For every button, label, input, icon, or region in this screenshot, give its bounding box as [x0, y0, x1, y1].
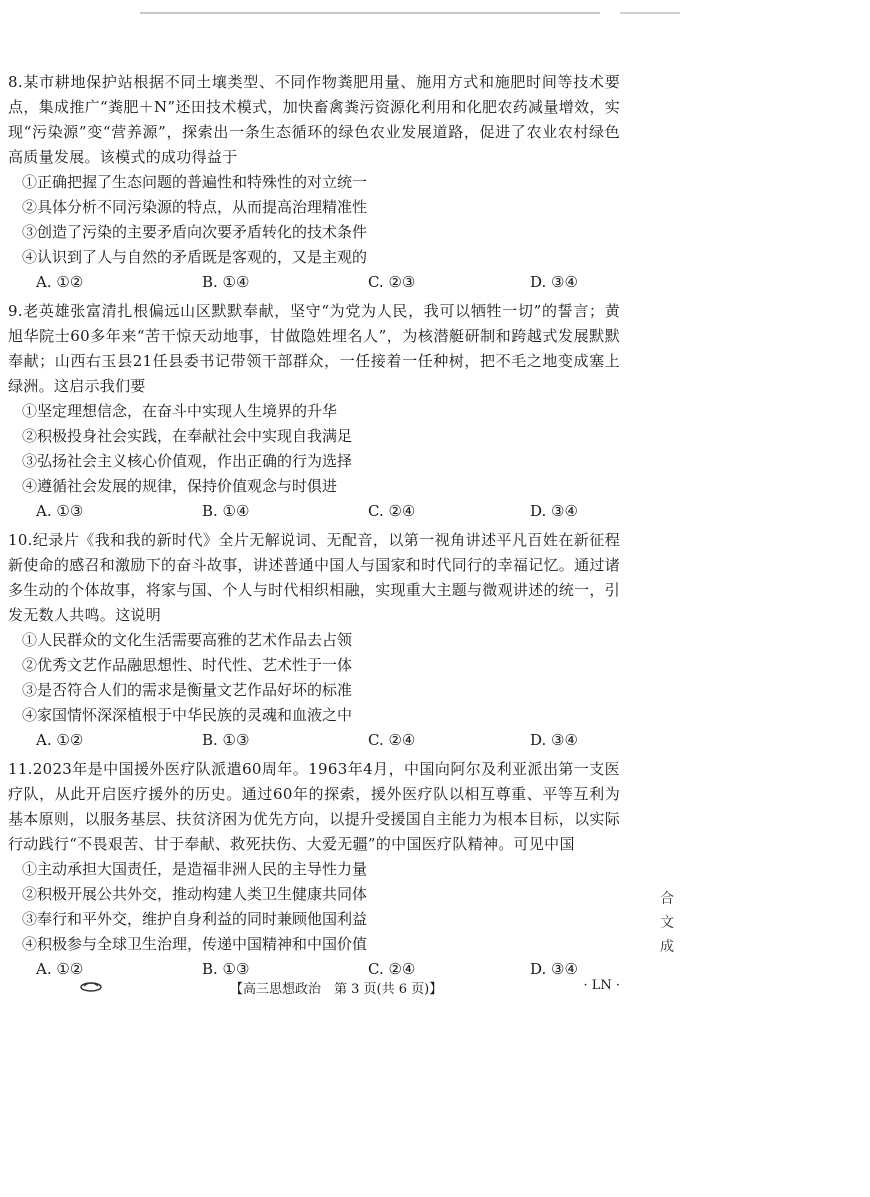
answer-b: B. ①③ [202, 960, 250, 978]
margin-mark: 合 [660, 891, 674, 907]
question-text: 纪录片《我和我的新时代》全片无解说词、无配音，以第一视角讲述平凡百姓在新征程新使命的感召和激励下的奋斗故事，讲述普通中国人与国家和时代同行的幸福记忆。通过诸多生动的个体故事，将家与国、个人与时代相织相融，实现重大主题与微观讲述的统一，引发无数人共鸣。这说明 [8, 531, 621, 624]
option-statement: ③是否符合人们的需求是衡量文艺作品好坏的标准 [22, 681, 353, 699]
question-11 [8, 757, 620, 982]
answer-d: D. ③④ [530, 960, 578, 978]
question-text: 老英雄张富清扎根偏远山区默默奉献，坚守“为党为人民，我可以牺牲一切”的誓言；黄旭华院士60多年来“苦干惊天动地事，甘做隐姓埋名人”，为核潜艇研制和跨越式发展默默奉献；山西右玉县21任县委书记带领干部群众，一任接着一任种树，把不毛之地变成塞上绿洲。这启示我们要 [8, 302, 620, 395]
option-statement: ①人民群众的文化生活需要高雅的艺术作品去占领 [22, 631, 353, 649]
answer-d: D. ③④ [530, 273, 578, 291]
answer-a: A. ①② [36, 960, 84, 978]
question-number: 9. [8, 302, 23, 320]
answer-d: D. ③④ [530, 731, 578, 749]
option-statement: ③弘扬社会主义核心价值观，作出正确的行为选择 [22, 452, 353, 470]
answer-b: B. ①④ [202, 273, 250, 291]
scan-top-edge [140, 12, 600, 14]
option-statement: ②积极开展公共外交，推动构建人类卫生健康共同体 [22, 885, 368, 903]
answer-a: A. ①② [36, 273, 84, 291]
margin-mark: 成 [660, 939, 674, 955]
answer-choices [8, 728, 620, 753]
answer-b: B. ①③ [202, 731, 250, 749]
option-statement: ①坚定理想信念，在奋斗中实现人生境界的升华 [22, 402, 338, 420]
scan-top-edge-2 [620, 12, 680, 14]
publisher-logo-icon [80, 980, 102, 992]
margin-mark: 文 [660, 915, 674, 931]
answer-a: A. ①② [36, 731, 84, 749]
question-stem [8, 757, 620, 857]
option-statement: ②优秀文艺作品融思想性、时代性、艺术性于一体 [22, 656, 353, 674]
option-statement: ④遵循社会发展的规律，保持价值观念与时俱进 [22, 477, 338, 495]
question-9 [8, 299, 620, 524]
answer-d: D. ③④ [530, 502, 578, 520]
option-statement: ②具体分析不同污染源的特点，从而提高治理精准性 [22, 198, 368, 216]
question-text: 2023年是中国援外医疗队派遣60周年。1963年4月，中国向阿尔及利亚派出第一支医疗队，从此开启医疗援外的历史。通过60年的探索，援外医疗队以相互尊重、平等互利为基本原则，以服务基层、扶贫济困为优先方向，以提升受援国自主能力为根本目标，以实际行动践行“不畏艰苦、甘于奉献、救死扶伤、大爱无疆”的中国医疗队精神。可见中国 [8, 760, 621, 853]
option-statement: ②积极投身社会实践，在奉献社会中实现自我满足 [22, 427, 353, 445]
option-statement: ①主动承担大国责任，是造福非洲人民的主导性力量 [22, 860, 368, 878]
page-info: 【高三思想政治 第 3 页(共 6 页)】 [230, 982, 443, 997]
answer-c: C. ②④ [368, 731, 416, 749]
answer-a: A. ①③ [36, 502, 84, 520]
option-statement: ④认识到了人与自然的矛盾既是客观的，又是主观的 [22, 248, 368, 266]
question-stem [8, 528, 620, 628]
answer-c: C. ②④ [368, 502, 416, 520]
option-statement: ③奉行和平外交，维护自身利益的同时兼顾他国利益 [22, 910, 368, 928]
option-statement: ④积极参与全球卫生治理，传递中国精神和中国价值 [22, 935, 368, 953]
question-number: 11. [8, 760, 33, 778]
exam-code: · LN · [583, 978, 620, 993]
option-statement: ①正确把握了生态问题的普遍性和特殊性的对立统一 [22, 173, 368, 191]
question-10 [8, 528, 620, 753]
answer-choices [8, 270, 620, 295]
question-8 [8, 70, 620, 295]
option-statement: ④家国情怀深深植根于中华民族的灵魂和血液之中 [22, 706, 353, 724]
answer-b: B. ①④ [202, 502, 250, 520]
question-number: 8. [8, 73, 23, 91]
question-page [8, 70, 620, 986]
answer-choices [8, 499, 620, 524]
question-text: 某市耕地保护站根据不同土壤类型、不同作物粪肥用量、施用方式和施肥时间等技术要点，集成推广“粪肥＋N”还田技术模式，加快畜禽粪污资源化利用和化肥农药减量增效，实现“污染源”变“营养源”，探索出一条生态循环的绿色农业发展道路，促进了农业农村绿色高质量发展。该模式的成功得益于 [8, 73, 620, 166]
option-statement: ③创造了污染的主要矛盾向次要矛盾转化的技术条件 [22, 223, 368, 241]
answer-c: C. ②④ [368, 960, 416, 978]
question-stem [8, 70, 620, 170]
page-footer [80, 978, 620, 1000]
question-number: 10. [8, 531, 33, 549]
question-stem [8, 299, 620, 399]
answer-c: C. ②③ [368, 273, 416, 291]
